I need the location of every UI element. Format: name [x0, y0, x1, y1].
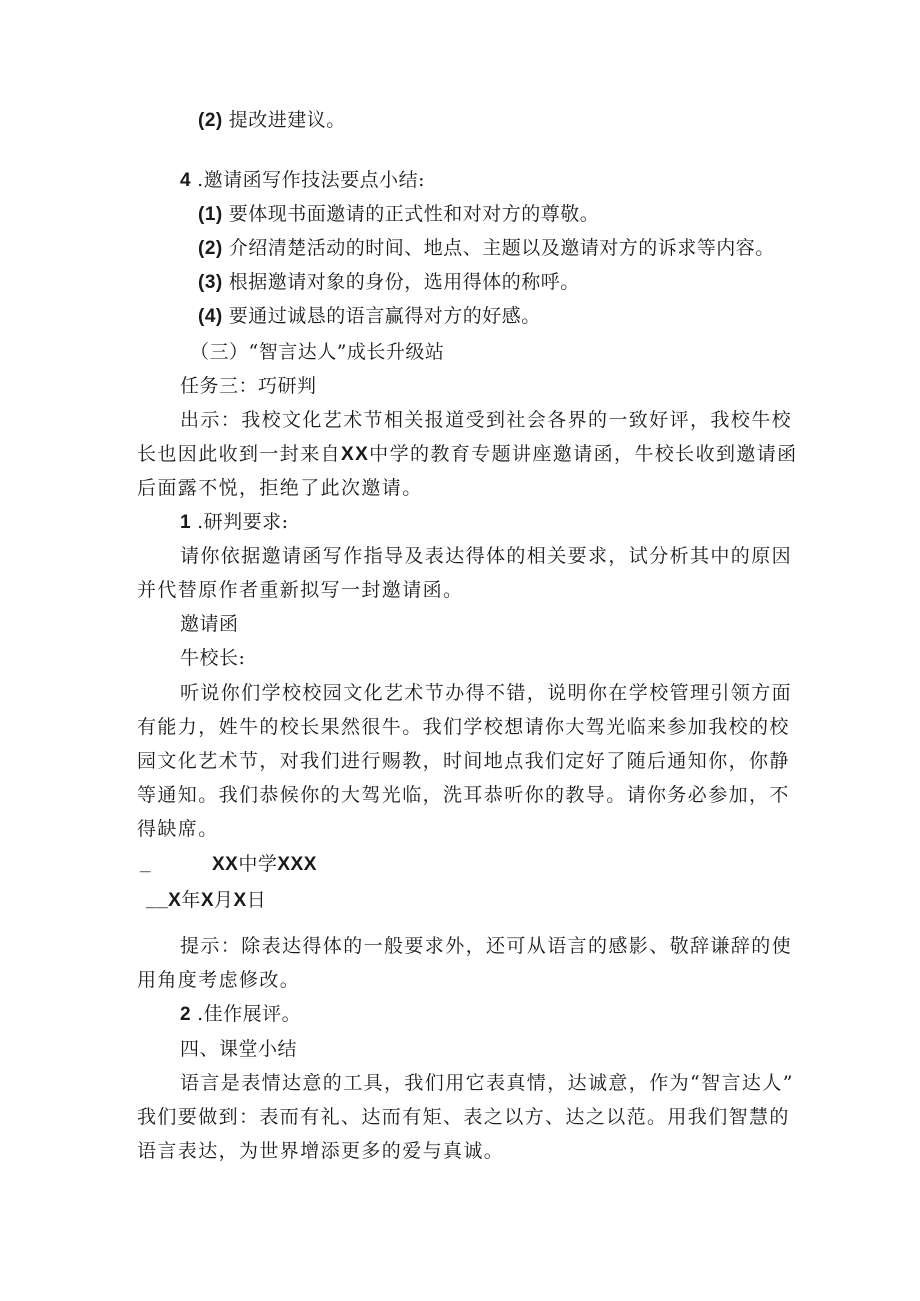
letter-signature: XX中学XXX — [212, 853, 317, 875]
task-title: 任务三：巧研判 — [180, 375, 317, 397]
paragraph-line: 语言是表情达意的工具，我们用它表真情，达诚意，作为“智言达人” — [180, 1072, 794, 1094]
signature-mark: _ — [140, 854, 152, 875]
paragraph-line: 后面露不悦，拒绝了此次邀请。 — [137, 477, 423, 499]
paragraph-line: 用角度考虑修改。 — [137, 969, 301, 991]
list-item: (2) 介绍清楚活动的时间、地点、主题以及邀请对方的诉求等内容。 — [198, 237, 775, 259]
paragraph-line: 并代替原作者重新拟写一封邀请函。 — [137, 579, 464, 601]
stage-heading: （三）“智言达人”成长升级站 — [190, 341, 445, 363]
list-item: (2) 提改进建议。 — [198, 109, 346, 131]
paragraph-line: 出示：我校文化艺术节相关报道受到社会各界的一致好评，我校牛校 — [180, 409, 793, 431]
paragraph-line: 听说你们学校校园文化艺术节办得不错，说明你在学校管理引领方面 — [180, 682, 793, 704]
paragraph-line: 得缺席。 — [137, 818, 219, 840]
letter-salutation: 牛校长: — [180, 647, 246, 669]
letter-title: 邀请函 — [180, 613, 239, 635]
paragraph-line: 园文化艺术节，对我们进行赐教，时间地点我们定好了随后通知你，你静 — [137, 750, 790, 772]
paragraph-line: 我们要做到：表而有礼、达而有矩、表之以方、达之以范。用我们智慧的 — [137, 1106, 790, 1128]
paragraph-line: 请你依据邀请函写作指导及表达得体的相关要求，试分析其中的原因 — [180, 545, 793, 567]
list-item: (4) 要通过诚恳的语言赢得对方的好感。 — [198, 305, 541, 327]
section-heading: 2 .佳作展评。 — [180, 1003, 302, 1025]
section-heading: 1 .研判要求: — [180, 511, 289, 533]
paragraph-line: 等通知。我们恭候你的大驾光临，洗耳恭听你的教导。请你务必参加，不 — [137, 784, 790, 806]
paragraph-line: 语言表达，为世界增添更多的爱与真诚。 — [137, 1140, 505, 1162]
summary-heading: 四、课堂小结 — [180, 1038, 298, 1060]
list-item: (1) 要体现书面邀请的正式性和对对方的尊敬。 — [198, 203, 600, 225]
list-item: (3) 根据邀请对象的身份，选用得体的称呼。 — [198, 271, 580, 293]
section-heading: 4 .邀请函写作技法要点小结: — [180, 169, 426, 191]
paragraph-line: 长也因此收到一封来自XX中学的教育专题讲座邀请函，牛校长收到邀请函 — [137, 443, 798, 465]
letter-date: __X年X月X日 — [146, 889, 267, 911]
paragraph-line: 有能力，姓牛的校长果然很牛。我们学校想请你大驾光临来参加我校的校 — [137, 716, 790, 738]
paragraph-line: 提示：除表达得体的一般要求外，还可从语言的感影、敬辞谦辞的使 — [180, 935, 793, 957]
